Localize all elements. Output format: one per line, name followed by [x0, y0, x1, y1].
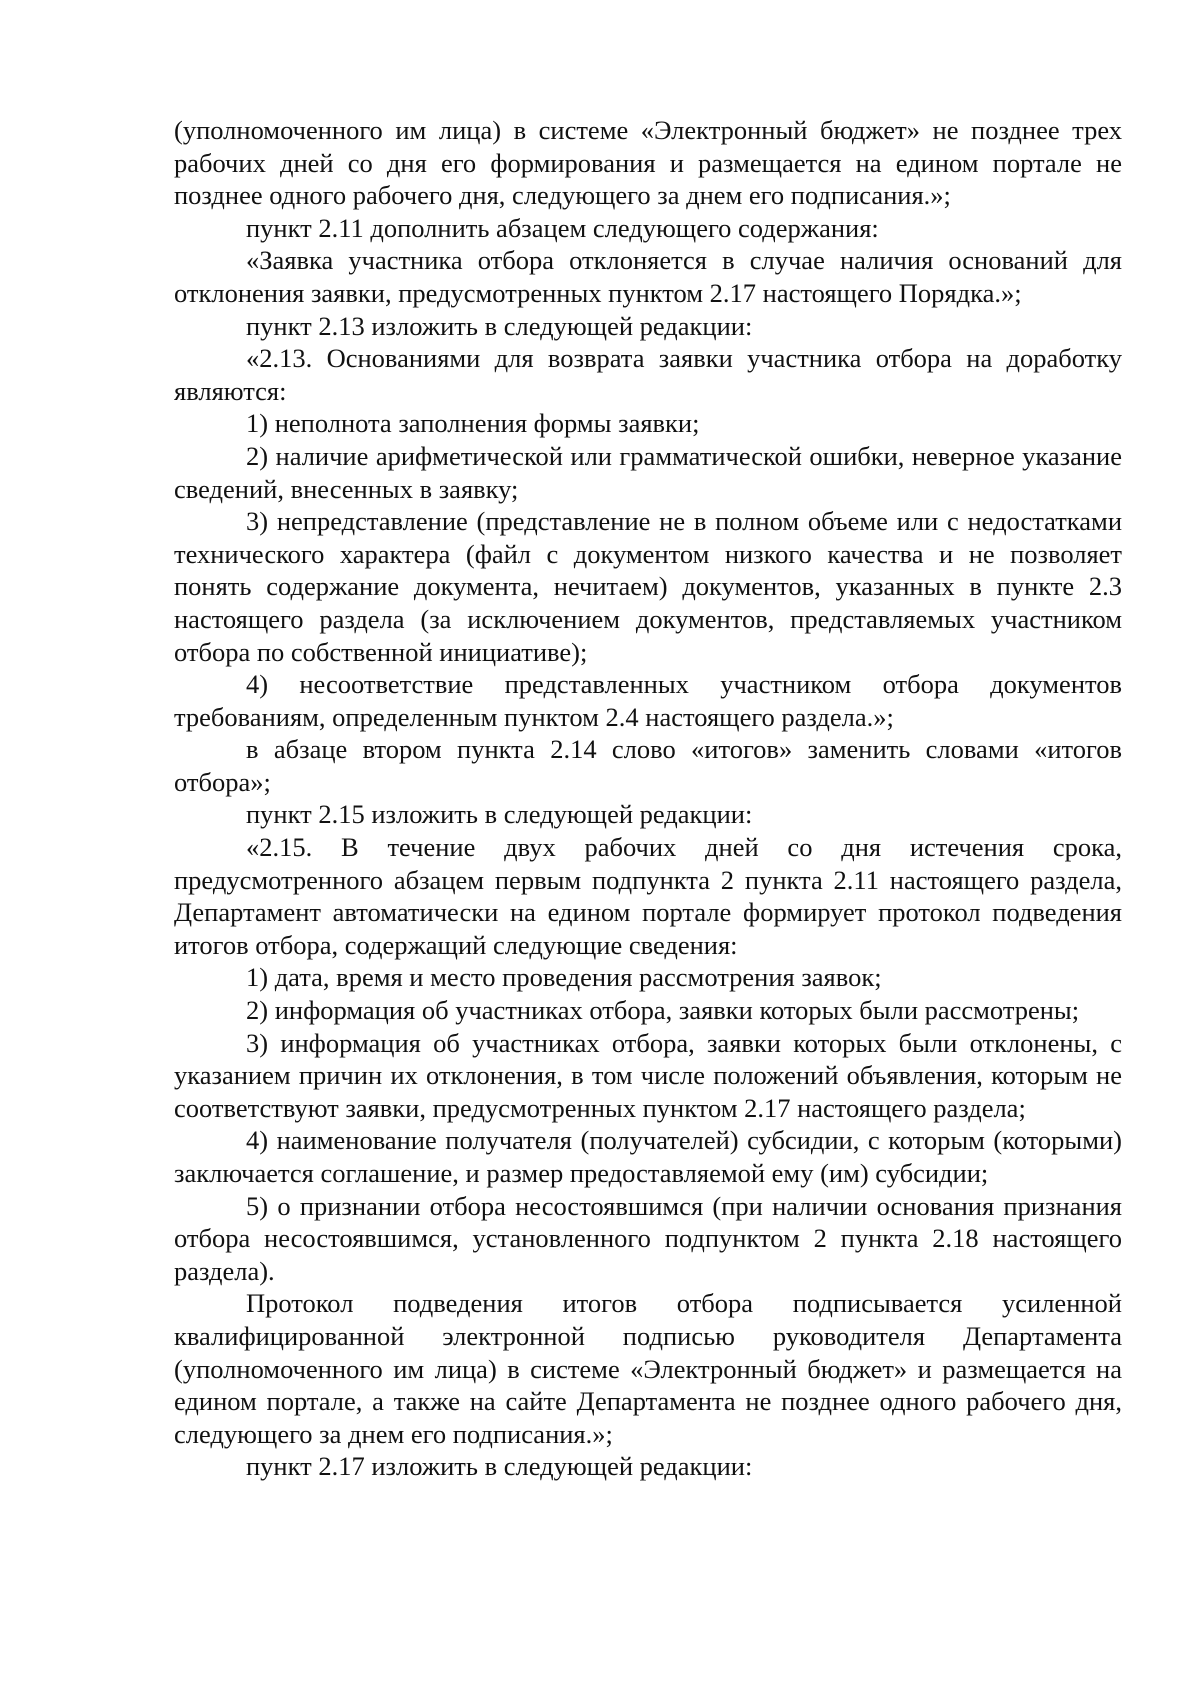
list-item: 1) неполнота заполнения формы заявки;	[246, 408, 700, 439]
list-item: 3) информация об участниках отбора, заявки которых были отклонены, с указанием причин их отклонения, в том числе положений объявления, которым не соответствуют заявки, предусмотренных пунктом 2.17 настоящего раздела;	[174, 1027, 1122, 1123]
paragraph: пункт 2.15 изложить в следующей редакции:	[246, 799, 753, 830]
list-item: 3) непредставление (представление не в полном объеме или с недостатками технического характера (файл с документом низкого качества и не позволяет понять содержание документа, нечитаем) документов, указанных в пункте 2.3 настоящего раздела (за исключением документов, представляемых участником отбора по собственной инициативе);	[174, 506, 1122, 667]
paragraph: «2.13. Основаниями для возврата заявки участника отбора на доработку являются:	[174, 343, 1122, 406]
list-item: 4) несоответствие представленных участником отбора документов требованиям, определенным пунктом 2.4 настоящего раздела.»;	[174, 669, 1122, 732]
document-text	[174, 114, 1122, 1483]
paragraph: пункт 2.11 дополнить абзацем следующего содержания:	[246, 212, 879, 243]
paragraph: (уполномоченного им лица) в системе «Электронный бюджет» не позднее трех рабочих дней со дня его формирования и размещается на едином портале не позднее одного рабочего дня, следующего за днем его подписания.»;	[174, 115, 1122, 211]
list-item: 2) наличие арифметической или грамматической ошибки, неверное указание сведений, внесенных в заявку;	[174, 440, 1122, 504]
paragraph: Протокол подведения итогов отбора подписывается усиленной квалифицированной электронной подписью руководителя Департамента (уполномоченного им лица) в системе «Электронный бюджет» и размещается на едином портале, а также на сайте Департамента не позднее одного рабочего дня, следующего за днем его подписания.»;	[174, 1288, 1122, 1449]
list-item: 1) дата, время и место проведения рассмотрения заявок;	[246, 962, 882, 993]
list-item: 4) наименование получателя (получателей) субсидии, с которым (которыми) заключается соглашение, и размер предоставляемой ему (им) субсидии;	[174, 1125, 1122, 1188]
list-item: 2) информация об участниках отбора, заявки которых были рассмотрены;	[246, 995, 1080, 1026]
paragraph: «2.15. В течение двух рабочих дней со дня истечения срока, предусмотренного абзацем первым подпункта 2 пункта 2.11 настоящего раздела, Департамент автоматически на едином портале формирует протокол подведения итогов отбора, содержащий следующие сведения:	[174, 832, 1122, 960]
paragraph: в абзаце втором пункта 2.14 слово «итогов» заменить словами «итогов отбора»;	[174, 734, 1122, 797]
list-item: 5) о признании отбора несостоявшимся (при наличии основания признания отбора несостоявшимся, установленного подпунктом 2 пункта 2.18 настоящего раздела).	[174, 1190, 1122, 1286]
paragraph: пункт 2.17 изложить в следующей редакции:	[246, 1451, 753, 1482]
paragraph: «Заявка участника отбора отклоняется в случае наличия оснований для отклонения заявки, предусмотренных пунктом 2.17 настоящего Порядка.»;	[174, 245, 1122, 308]
paragraph: пункт 2.13 изложить в следующей редакции:	[246, 310, 753, 341]
